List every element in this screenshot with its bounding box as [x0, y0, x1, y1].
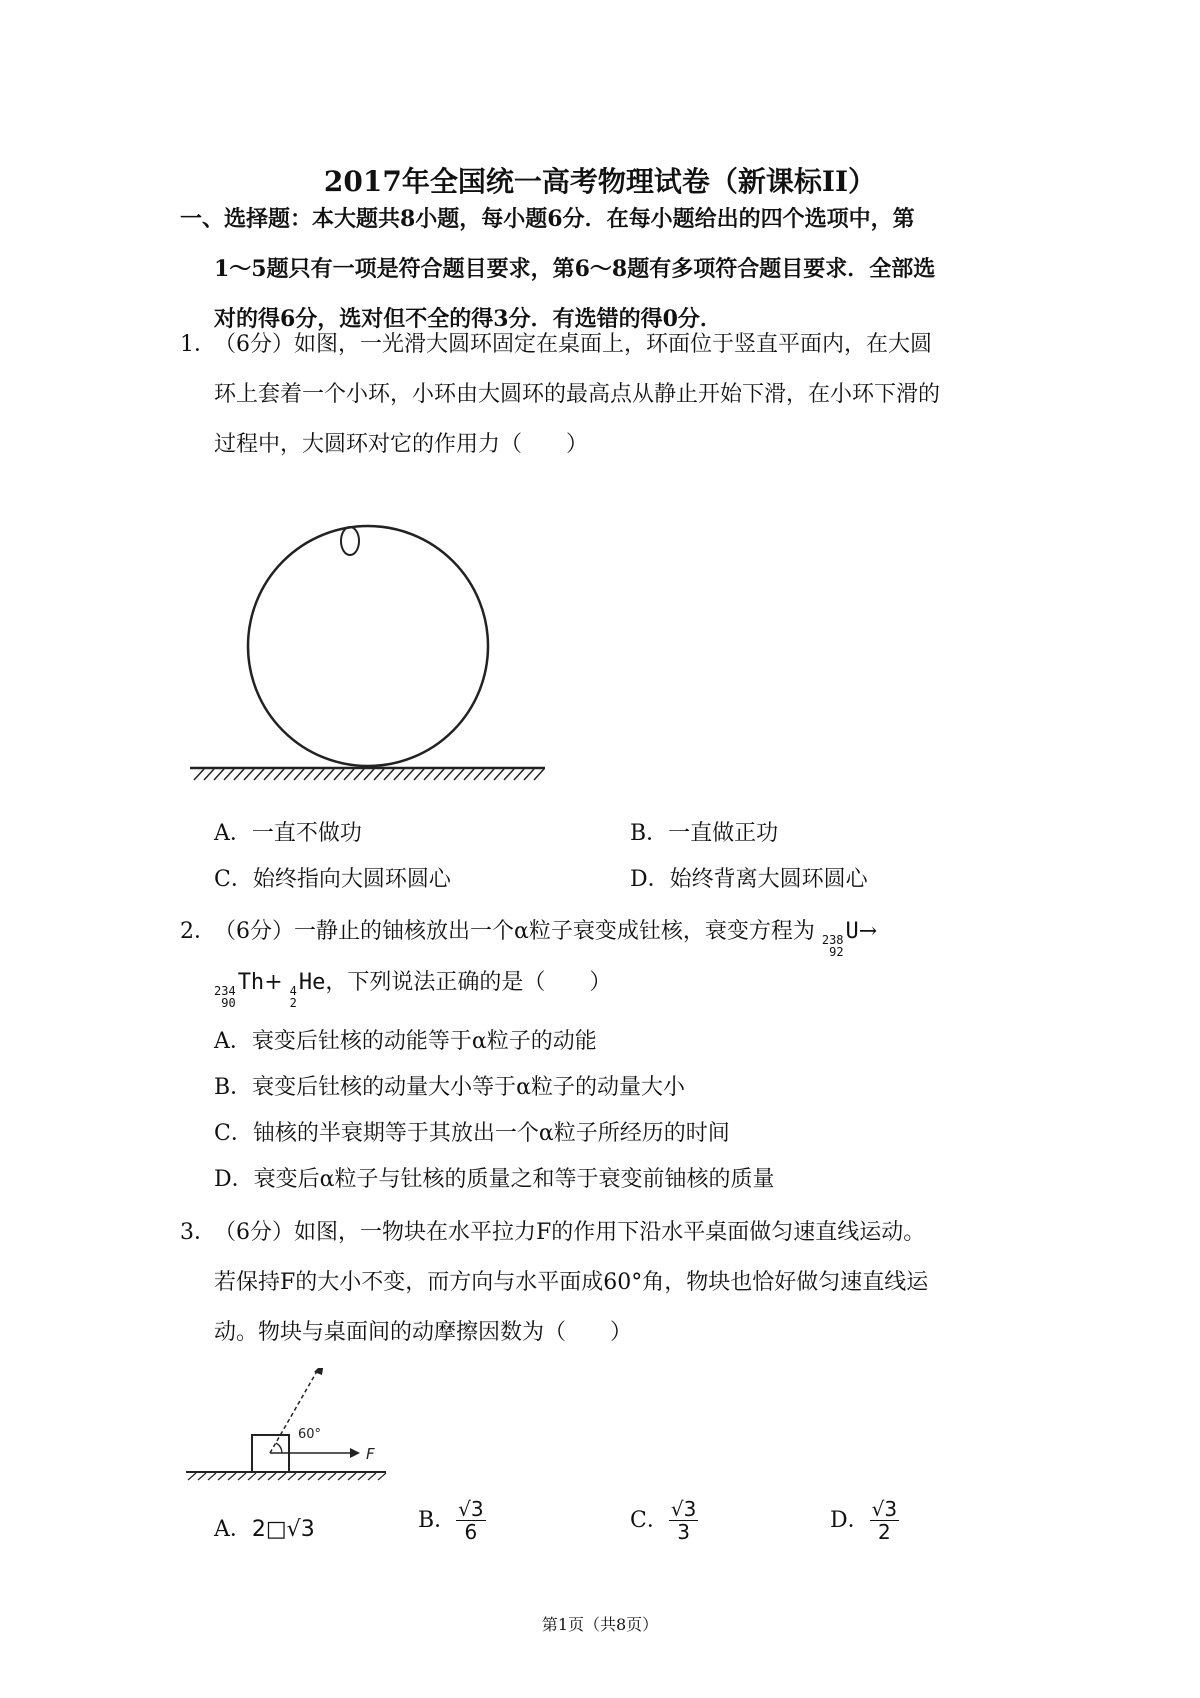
uranium-nuclide	[822, 907, 859, 958]
helium-charge: 2	[289, 996, 297, 1010]
uranium-mass: 238	[821, 933, 844, 947]
angle-arc	[276, 1443, 282, 1453]
plus-sign: +	[264, 970, 283, 995]
page-title: 2017年全国统一高考物理试卷（新课标II）	[323, 165, 877, 198]
decay-arrow: →	[858, 919, 878, 944]
q3-option-c-denominator: 3	[677, 1520, 690, 1544]
question-3-line-3: 动。物块与桌面间的动摩擦因数为（ ）	[214, 1320, 633, 1345]
q3-option-c[interactable]	[630, 1498, 698, 1543]
helium-symbol: He	[298, 970, 326, 995]
question-3-line-1: （6分）如图，一物块在水平拉力F的作用下沿水平桌面做匀速直线运动。	[214, 1220, 926, 1245]
table-hatch	[188, 1473, 386, 1480]
q3-option-d-label: D．	[830, 1507, 870, 1533]
question-2-number: 2．	[180, 919, 216, 944]
ground-hatch	[194, 769, 544, 780]
thorium-charge: 90	[221, 996, 236, 1010]
q3-option-a-value: 2□√3	[251, 1517, 315, 1542]
question-3	[180, 1208, 1020, 1358]
q3-option-b-numerator: √3	[458, 1497, 484, 1521]
q2-option-d[interactable]: D．衰变后α粒子与钍核的质量之和等于衰变前铀核的质量	[214, 1167, 775, 1192]
thorium-nuclide	[214, 958, 264, 1009]
page-footer: 第1页（共8页）	[541, 1615, 659, 1634]
section-line-2: 1～5题只有一项是符合题目要求，第6～8题有多项符合题目要求．全部选	[214, 256, 936, 282]
question-1-line-2: 环上套着一个小环，小环由大圆环的最高点从静止开始下滑，在小环下滑的	[214, 382, 941, 407]
question-1-number: 1．	[180, 332, 216, 357]
small-ring	[341, 527, 359, 555]
q3-option-d-denominator: 2	[878, 1520, 891, 1544]
block-force-figure	[186, 1368, 396, 1483]
question-3-line-2: 若保持F的大小不变，而方向与水平面成60°角，物块也恰好做匀速直线运	[214, 1270, 929, 1295]
q1-option-a[interactable]: A．一直不做功	[214, 821, 362, 846]
section-line-1: 一、选择题：本大题共8小题，每小题6分．在每小题给出的四个选项中，第	[180, 206, 915, 232]
question-1-line-1: （6分）如图，一光滑大圆环固定在桌面上，环面位于竖直平面内，在大圆	[214, 332, 932, 357]
q3-option-b[interactable]	[418, 1498, 486, 1543]
question-1	[180, 320, 1020, 470]
q3-option-c-numerator: √3	[670, 1497, 697, 1521]
q3-option-b-fraction	[456, 1498, 485, 1543]
q2-option-b[interactable]: B．衰变后钍核的动量大小等于α粒子的动量大小	[214, 1075, 686, 1100]
q3-option-a[interactable]	[214, 1508, 315, 1552]
q3-option-d[interactable]	[830, 1498, 899, 1543]
q2-option-c[interactable]: C．铀核的半衰期等于其放出一个α粒子所经历的时间	[214, 1121, 730, 1146]
force-label: F	[366, 1445, 375, 1463]
q3-option-d-numerator: √3	[871, 1497, 898, 1521]
angle-label: 60°	[298, 1427, 322, 1442]
question-1-line-3: 过程中，大圆环对它的作用力（ ）	[214, 432, 589, 457]
q1-option-d[interactable]: D．始终背离大圆环圆心	[630, 867, 868, 892]
q3-option-d-fraction	[870, 1498, 899, 1543]
q1-option-c[interactable]: C．始终指向大圆环圆心	[214, 867, 451, 892]
uranium-charge: 92	[829, 945, 844, 959]
helium-mass: 4	[289, 984, 297, 998]
uranium-symbol: U	[845, 919, 859, 944]
question-3-number: 3．	[180, 1220, 216, 1245]
q1-option-b[interactable]: B．一直做正功	[630, 821, 779, 846]
large-ring	[248, 526, 488, 766]
q3-option-a-label: A．	[214, 1517, 252, 1542]
section-line-3: 对的得6分，选对但不全的得3分．有选错的得0分．	[214, 306, 722, 332]
ring-figure	[190, 518, 550, 803]
q2-option-a[interactable]: A．衰变后钍核的动能等于α粒子的动能	[214, 1029, 597, 1054]
q3-option-b-label: B．	[418, 1507, 457, 1533]
q3-option-c-label: C．	[630, 1507, 669, 1533]
q3-option-b-denominator: 6	[464, 1520, 478, 1544]
question-2-line-1: （6分）一静止的铀核放出一个α粒子衰变成钍核，衰变方程为	[214, 919, 815, 944]
thorium-mass: 234	[214, 984, 236, 998]
horizontal-force-arrowhead	[350, 1448, 360, 1458]
helium-nuclide	[290, 958, 326, 1009]
question-2-line-2-tail: ，下列说法正确的是（ ）	[325, 970, 612, 995]
question-2	[180, 907, 1020, 1009]
thorium-symbol: Th	[237, 970, 265, 995]
q3-option-c-fraction	[669, 1498, 698, 1543]
